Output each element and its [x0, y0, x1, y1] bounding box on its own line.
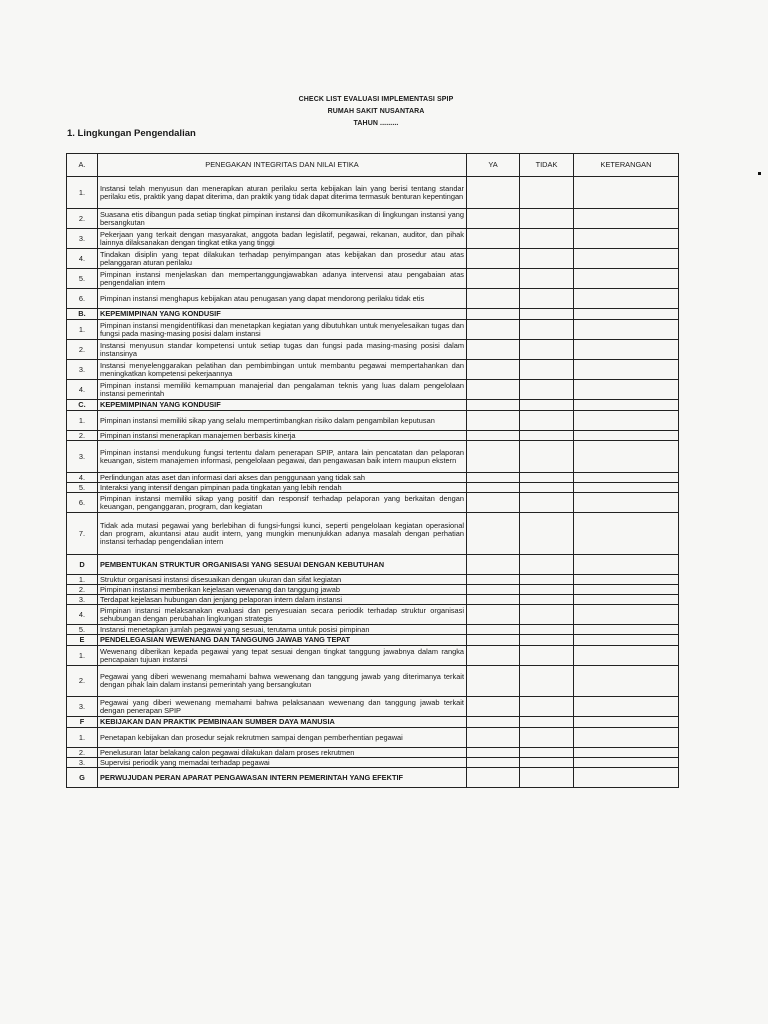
keterangan-cell[interactable] [574, 229, 679, 249]
row-number: 5. [67, 483, 98, 493]
ya-cell[interactable] [467, 340, 520, 360]
tidak-cell[interactable] [520, 717, 574, 728]
row-number: 1. [67, 728, 98, 748]
criterion-text: Supervisi periodik yang memadai terhadap pegawai [98, 758, 467, 768]
ya-cell[interactable] [467, 249, 520, 269]
row-number: 3. [67, 229, 98, 249]
criterion-text: Perlindungan atas aset dan informasi dari akses dan penggunaan yang tidak sah [98, 473, 467, 483]
row-number: 3. [67, 360, 98, 380]
row-number: 2. [67, 340, 98, 360]
ya-cell[interactable] [467, 411, 520, 431]
section-heading: PEMBENTUKAN STRUKTUR ORGANISASI YANG SESUAI DENGAN KEBUTUHAN [98, 555, 467, 575]
keterangan-cell[interactable] [574, 340, 679, 360]
ya-cell[interactable] [467, 360, 520, 380]
keterangan-cell[interactable] [574, 635, 679, 646]
row-number: D [67, 555, 98, 575]
section-header-row [67, 400, 679, 411]
keterangan-cell[interactable] [574, 666, 679, 697]
ya-cell[interactable] [467, 269, 520, 289]
table-row [67, 380, 679, 400]
ya-cell[interactable] [467, 595, 520, 605]
table-row [67, 493, 679, 513]
tidak-cell[interactable] [520, 400, 574, 411]
row-number: 2. [67, 748, 98, 758]
tidak-cell[interactable] [520, 555, 574, 575]
keterangan-cell[interactable] [574, 605, 679, 625]
row-number: 4. [67, 605, 98, 625]
ya-cell[interactable] [467, 605, 520, 625]
ya-cell[interactable] [467, 646, 520, 666]
section-heading: PERWUJUDAN PERAN APARAT PENGAWASAN INTERN PEMERINTAH YANG EFEKTIF [98, 768, 467, 788]
header-ya: YA [467, 154, 520, 177]
row-number: 4. [67, 473, 98, 483]
tidak-cell[interactable] [520, 340, 574, 360]
row-number: 2. [67, 585, 98, 595]
criterion-text: Instansi menetapkan jumlah pegawai yang sesuai, terutama untuk posisi pimpinan [98, 625, 467, 635]
tidak-cell[interactable] [520, 768, 574, 788]
keterangan-cell[interactable] [574, 320, 679, 340]
table-row [67, 320, 679, 340]
checklist-table [66, 153, 679, 788]
keterangan-cell[interactable] [574, 555, 679, 575]
row-number: B. [67, 309, 98, 320]
keterangan-cell[interactable] [574, 209, 679, 229]
tidak-cell[interactable] [520, 473, 574, 483]
header-keterangan: KETERANGAN [574, 154, 679, 177]
ya-cell[interactable] [467, 309, 520, 320]
section-heading: KEPEMIMPINAN YANG KONDUSIF [98, 309, 467, 320]
table-row [67, 411, 679, 431]
table-row [67, 595, 679, 605]
row-number: 3. [67, 595, 98, 605]
criterion-text: Interaksi yang intensif dengan pimpinan pada tingkatan yang lebih rendah [98, 483, 467, 493]
ya-cell[interactable] [467, 555, 520, 575]
criterion-text: Pimpinan instansi memiliki sikap yang selalu mempertimbangkan risiko dalam pengambilan keputusan [98, 411, 467, 431]
section-header-row [67, 555, 679, 575]
ya-cell[interactable] [467, 483, 520, 493]
tidak-cell[interactable] [520, 728, 574, 748]
table-row [67, 431, 679, 441]
checklist-body [67, 177, 679, 788]
section-header-row [67, 309, 679, 320]
row-number: 1. [67, 177, 98, 209]
row-number: F [67, 717, 98, 728]
criterion-text: Pimpinan instansi memiliki kemampuan manajerial dan pengalaman teknis yang luas dalam pengelolaan instansi pemerintah [98, 380, 467, 400]
ya-cell[interactable] [467, 635, 520, 646]
criterion-text: Tindakan disiplin yang tepat dilakukan terhadap penyimpangan atas kebijakan dan prosedur atau atas pelanggaran aturan perilaku [98, 249, 467, 269]
keterangan-cell[interactable] [574, 728, 679, 748]
ya-cell[interactable] [467, 229, 520, 249]
criterion-text: Instansi menyelenggarakan pelatihan dan pembimbingan untuk membantu pegawai mempertahankan dan meningkatkan kompetensi pekerjaannya [98, 360, 467, 380]
table-row [67, 758, 679, 768]
tidak-cell[interactable] [520, 380, 574, 400]
ya-cell[interactable] [467, 320, 520, 340]
doc-title-line-2: RUMAH SAKIT NUSANTARA [327, 108, 425, 115]
keterangan-cell[interactable] [574, 473, 679, 483]
row-number: 6. [67, 493, 98, 513]
table-row [67, 473, 679, 483]
row-number: 2. [67, 666, 98, 697]
criterion-text: Wewenang diberikan kepada pegawai yang tepat sesuai dengan tingkat tanggung jawabnya dalam rangka pencapaian tujuan instansi [98, 646, 467, 666]
ya-cell[interactable] [467, 513, 520, 555]
criterion-text: Suasana etis dibangun pada setiap tingkat pimpinan instansi dan dikomunikasikan di lingkungan instansi yang bersangkutan [98, 209, 467, 229]
tidak-cell[interactable] [520, 493, 574, 513]
criterion-text: Pimpinan instansi memberikan kejelasan wewenang dan tanggung jawab [98, 585, 467, 595]
tidak-cell[interactable] [520, 748, 574, 758]
table-row [67, 513, 679, 555]
keterangan-cell[interactable] [574, 768, 679, 788]
keterangan-cell[interactable] [574, 289, 679, 309]
row-number: E [67, 635, 98, 646]
table-row [67, 209, 679, 229]
criterion-text: Pegawai yang diberi wewenang memahami bahwa pelaksanaan wewenang dan tanggung jawab terkait dengan penerapan SPIP [98, 697, 467, 717]
criterion-text: Pimpinan instansi menghapus kebijakan atau penugasan yang dapat mendorong perilaku tidak etis [98, 289, 467, 309]
keterangan-cell[interactable] [574, 625, 679, 635]
row-number: 5. [67, 625, 98, 635]
ya-cell[interactable] [467, 177, 520, 209]
doc-title-line-3: TAHUN ......... [353, 120, 399, 127]
tidak-cell[interactable] [520, 320, 574, 340]
row-number: 3. [67, 441, 98, 473]
tidak-cell[interactable] [520, 229, 574, 249]
table-row [67, 289, 679, 309]
criterion-text: Struktur organisasi instansi disesuaikan dengan ukuran dan sifat kegiatan [98, 575, 467, 585]
tidak-cell[interactable] [520, 646, 574, 666]
ya-cell[interactable] [467, 717, 520, 728]
section-heading: KEPEMIMPINAN YANG KONDUSIF [98, 400, 467, 411]
tidak-cell[interactable] [520, 269, 574, 289]
ya-cell[interactable] [467, 758, 520, 768]
table-row [67, 666, 679, 697]
keterangan-cell[interactable] [574, 177, 679, 209]
table-row [67, 483, 679, 493]
keterangan-cell[interactable] [574, 697, 679, 717]
criterion-text: Pimpinan instansi melaksanakan evaluasi dan penyesuaian secara periodik terhadap struktur organisasi sehubungan dengan perubahan lingkungan strategis [98, 605, 467, 625]
section-header-row [67, 635, 679, 646]
table-row [67, 229, 679, 249]
table-row [67, 177, 679, 209]
ya-cell[interactable] [467, 493, 520, 513]
ya-cell[interactable] [467, 473, 520, 483]
ya-cell[interactable] [467, 728, 520, 748]
ya-cell[interactable] [467, 697, 520, 717]
ya-cell[interactable] [467, 209, 520, 229]
row-number: C. [67, 400, 98, 411]
table-row [67, 575, 679, 585]
tidak-cell[interactable] [520, 249, 574, 269]
keterangan-cell[interactable] [574, 575, 679, 585]
tidak-cell[interactable] [520, 360, 574, 380]
ya-cell[interactable] [467, 585, 520, 595]
tidak-cell[interactable] [520, 209, 574, 229]
row-number: 4. [67, 380, 98, 400]
tidak-cell[interactable] [520, 411, 574, 431]
row-number: 1. [67, 411, 98, 431]
tidak-cell[interactable] [520, 513, 574, 555]
tidak-cell[interactable] [520, 575, 574, 585]
table-row [67, 605, 679, 625]
tidak-cell[interactable] [520, 177, 574, 209]
keterangan-cell[interactable] [574, 717, 679, 728]
keterangan-cell[interactable] [574, 400, 679, 411]
row-number: 6. [67, 289, 98, 309]
table-row [67, 697, 679, 717]
tidak-cell[interactable] [520, 309, 574, 320]
keterangan-cell[interactable] [574, 483, 679, 493]
criterion-text: Terdapat kejelasan hubungan dan jenjang pelaporan intern dalam instansi [98, 595, 467, 605]
tidak-cell[interactable] [520, 431, 574, 441]
ya-cell[interactable] [467, 575, 520, 585]
table-row [67, 728, 679, 748]
section-heading: KEBIJAKAN DAN PRAKTIK PEMBINAAN SUMBER DAYA MANUSIA [98, 717, 467, 728]
section-header-row [67, 717, 679, 728]
row-number: 1. [67, 320, 98, 340]
ya-cell[interactable] [467, 380, 520, 400]
tidak-cell[interactable] [520, 585, 574, 595]
header-no: A. [67, 154, 98, 177]
keterangan-cell[interactable] [574, 309, 679, 320]
row-number: 5. [67, 269, 98, 289]
ya-cell[interactable] [467, 625, 520, 635]
criterion-text: Pimpinan instansi mengidentifikasi dan menetapkan kegiatan yang dibutuhkan untuk menyelesaikan tugas dan fungsi pada masing-masing posisi dalam instansi [98, 320, 467, 340]
ya-cell[interactable] [467, 289, 520, 309]
tidak-cell[interactable] [520, 483, 574, 493]
section-heading: PENDELEGASIAN WEWENANG DAN TANGGUNG JAWAB YANG TEPAT [98, 635, 467, 646]
tidak-cell[interactable] [520, 441, 574, 473]
tidak-cell[interactable] [520, 605, 574, 625]
keterangan-cell[interactable] [574, 441, 679, 473]
criterion-text: Pekerjaan yang terkait dengan masyarakat, anggota badan legislatif, pegawai, rekanan, auditor, dan pihak lainnya dilaksanakan dengan tingkat etika yang tinggi [98, 229, 467, 249]
criterion-text: Instansi menyusun standar kompetensi untuk setiap tugas dan fungsi pada masing-masing posisi dalam instansinya [98, 340, 467, 360]
tidak-cell[interactable] [520, 625, 574, 635]
doc-title-line-1: CHECK LIST EVALUASI IMPLEMENTASI SPIP [298, 96, 454, 103]
table-row [67, 360, 679, 380]
table-row [67, 625, 679, 635]
table-row [67, 249, 679, 269]
criterion-text: Pimpinan instansi mendukung fungsi tertentu dalam penerapan SPIP, antara lain pencatatan dan pelaporan keuangan, sistem manajemen informasi, pengelolaan pegawai, dan pengawasan baik intern maupun ekstern [98, 441, 467, 473]
row-number: 1. [67, 575, 98, 585]
table-row [67, 269, 679, 289]
ya-cell[interactable] [467, 441, 520, 473]
table-row [67, 748, 679, 758]
scan-speck [758, 172, 761, 175]
keterangan-cell[interactable] [574, 493, 679, 513]
table-row [67, 340, 679, 360]
row-number: 2. [67, 431, 98, 441]
criterion-text: Pimpinan instansi memiliki sikap yang positif dan responsif terhadap pelaporan yang berkaitan dengan keuangan, penganggaran, program, dan kegiatan [98, 493, 467, 513]
keterangan-cell[interactable] [574, 269, 679, 289]
table-row [67, 585, 679, 595]
ya-cell[interactable] [467, 748, 520, 758]
row-number: 3. [67, 758, 98, 768]
keterangan-cell[interactable] [574, 748, 679, 758]
criterion-text: Instansi telah menyusun dan menerapkan aturan perilaku serta kebijakan lain yang berisi tentang standar perilaku etis, praktik yang dapat diterima, dan praktik yang tidak dapat diterima termasuk benturan kepentingan [98, 177, 467, 209]
row-number: 7. [67, 513, 98, 555]
tidak-cell[interactable] [520, 595, 574, 605]
tidak-cell[interactable] [520, 758, 574, 768]
keterangan-cell[interactable] [574, 513, 679, 555]
tidak-cell[interactable] [520, 666, 574, 697]
criterion-text: Pimpinan instansi menerapkan manajemen berbasis kinerja [98, 431, 467, 441]
keterangan-cell[interactable] [574, 758, 679, 768]
table-header-row [67, 154, 679, 177]
keterangan-cell[interactable] [574, 360, 679, 380]
keterangan-cell[interactable] [574, 249, 679, 269]
row-number: 3. [67, 697, 98, 717]
tidak-cell[interactable] [520, 697, 574, 717]
row-number: G [67, 768, 98, 788]
row-number: 1. [67, 646, 98, 666]
ya-cell[interactable] [467, 431, 520, 441]
ya-cell[interactable] [467, 400, 520, 411]
header-tidak: TIDAK [520, 154, 574, 177]
criterion-text: Pimpinan instansi menjelaskan dan mempertanggungjawabkan adanya intervensi atau pengabaian atas pengendalian intern [98, 269, 467, 289]
tidak-cell[interactable] [520, 289, 574, 309]
criterion-text: Penetapan kebijakan dan prosedur sejak rekrutmen sampai dengan pemberhentian pegawai [98, 728, 467, 748]
row-number: 4. [67, 249, 98, 269]
header-category: PENEGAKAN INTEGRITAS DAN NILAI ETIKA [98, 154, 467, 177]
keterangan-cell[interactable] [574, 595, 679, 605]
table-row [67, 646, 679, 666]
keterangan-cell[interactable] [574, 411, 679, 431]
ya-cell[interactable] [467, 666, 520, 697]
criterion-text: Tidak ada mutasi pegawai yang berlebihan di fungsi-fungsi kunci, seperti pengelolaan kegiatan operasional dan program, akuntansi atau audit intern, yang mungkin menunjukkan adanya masalah dengan perhatian instansi terhadap pengendalian intern [98, 513, 467, 555]
section-header-row [67, 768, 679, 788]
keterangan-cell[interactable] [574, 585, 679, 595]
tidak-cell[interactable] [520, 635, 574, 646]
keterangan-cell[interactable] [574, 380, 679, 400]
ya-cell[interactable] [467, 768, 520, 788]
keterangan-cell[interactable] [574, 646, 679, 666]
row-number: 2. [67, 209, 98, 229]
section-title: 1. Lingkungan Pengendalian [67, 128, 196, 139]
table-row [67, 441, 679, 473]
criterion-text: Pegawai yang diberi wewenang memahami bahwa wewenang dan tanggung jawab yang diterimanya terkait dengan pihak lain dalam instansi pemerintah yang bersangkutan [98, 666, 467, 697]
keterangan-cell[interactable] [574, 431, 679, 441]
criterion-text: Penelusuran latar belakang calon pegawai dilakukan dalam proses rekrutmen [98, 748, 467, 758]
